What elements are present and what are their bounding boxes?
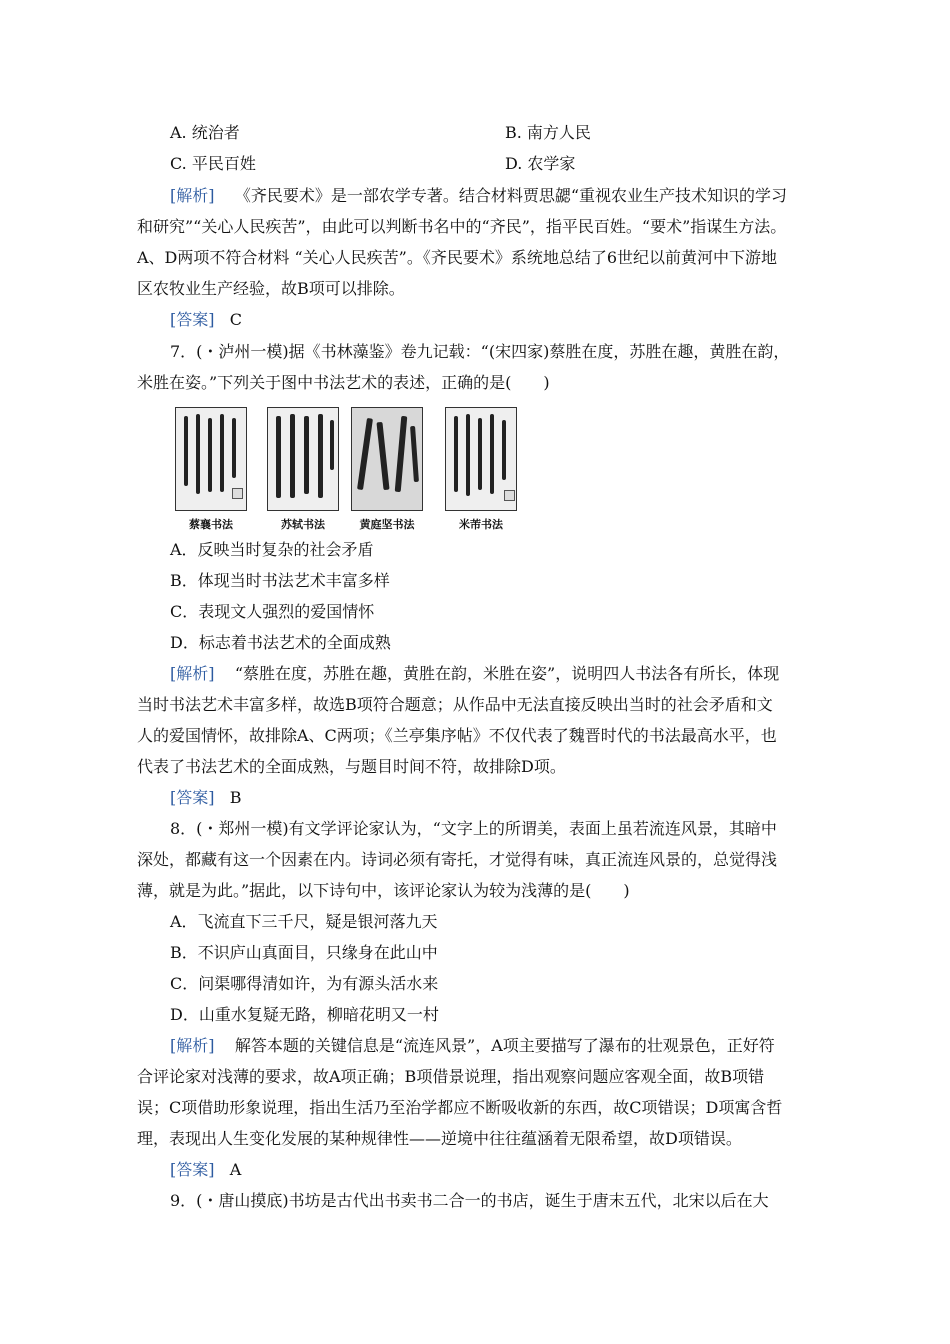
q8-stem-line-1: 8．(・郑州一模)有文学评论家认为，“文字上的所谓美，表面上虽若流连风景，其暗中 <box>170 819 777 838</box>
q8-answer-tag: [答案] <box>170 1160 215 1179</box>
q8-analysis-line-4: 理，表现出人生变化发展的某种规律性——逆境中往往蕴涵着无限希望，故D项错误。 <box>137 1129 742 1148</box>
q6-analysis-line-2: 和研究”“关心人民疾苦”，由此可以判断书名中的“齐民”，指平民百姓。“要术”指谋生方法。 <box>137 217 787 236</box>
q8-answer: A <box>229 1160 242 1179</box>
q6-analysis-line-4: 区农牧业生产经验，故B项可以排除。 <box>137 279 405 298</box>
calligraphy-image-su-shi <box>267 407 339 511</box>
q6-analysis-line-3: A、D两项不符合材料 “关心人民疾苦”。《齐民要术》系统地总结了6世纪以前黄河中下游地 <box>137 248 778 267</box>
q8-stem-line-2: 深处，都藏有这一个因素在内。诗词必须有寄托，才觉得有味，真正流连风景的，总觉得浅 <box>137 850 778 869</box>
q6-option-a: A. 统治者 <box>170 123 240 142</box>
figure-huang-tingjian <box>351 407 423 532</box>
calligraphy-figures <box>175 407 525 533</box>
q8-answer-line <box>170 1159 850 1181</box>
figure-su-shi <box>267 407 339 532</box>
q7-option-c: C．表现文人强烈的爱国情怀 <box>170 602 375 621</box>
q7-answer: B <box>229 788 242 807</box>
q6-answer-line <box>170 309 850 331</box>
q6-analysis-line-1 <box>170 185 850 207</box>
q7-analysis-text: “蔡胜在度，苏胜在趣，黄胜在韵，米胜在姿”，说明四人书法各有所长，体现 <box>234 664 780 683</box>
q8-analysis-line-1 <box>170 1035 850 1057</box>
figure-caption-mi-fu: 米芾书法 <box>459 518 503 531</box>
q8-option-b: B．不识庐山真面目，只缘身在此山中 <box>170 943 438 962</box>
q7-stem-line-1: 7．(・泸州一模)据《书林藻鉴》卷九记载：“(宋四家)蔡胜在度，苏胜在趣，黄胜在韵， <box>170 342 790 361</box>
q6-answer: C <box>229 310 243 329</box>
q7-option-a: A．反映当时复杂的社会矛盾 <box>170 540 374 559</box>
calligraphy-image-mi-fu <box>445 407 517 511</box>
q7-answer-line <box>170 787 850 809</box>
q7-analysis-tag: [解析] <box>170 664 215 683</box>
q6-answer-tag: [答案] <box>170 310 215 329</box>
figure-mi-fu <box>445 407 517 532</box>
calligraphy-image-cai-xiang <box>175 407 247 511</box>
q9-stem-line-1: 9．(・唐山摸底)书坊是古代出书卖书二合一的书店，诞生于唐末五代，北宋以后在大 <box>170 1191 769 1210</box>
q8-analysis-line-3: 误；C项借助形象说理，指出生活乃至治学都应不断吸收新的东西，故C项错误；D项寓含哲 <box>137 1098 783 1117</box>
q7-stem-line-2: 米胜在姿。”下列关于图中书法艺术的表述，正确的是( ) <box>137 373 550 392</box>
q8-option-d: D．山重水复疑无路，柳暗花明又一村 <box>170 1005 439 1024</box>
q8-analysis-text: 解答本题的关键信息是“流连风景”，A项主要描写了瀑布的壮观景色，正好符 <box>234 1036 775 1055</box>
q8-option-a: A．飞流直下三千尺，疑是银河落九天 <box>170 912 438 931</box>
q7-analysis-line-1 <box>170 663 850 685</box>
q6-option-d: D. 农学家 <box>505 154 576 173</box>
q8-stem-line-3: 薄，就是为此。”据此，以下诗句中，该评论家认为较为浅薄的是( ) <box>137 881 630 900</box>
q7-option-b: B．体现当时书法艺术丰富多样 <box>170 571 390 590</box>
figure-caption-huang-tingjian: 黄庭坚书法 <box>359 518 415 531</box>
q8-option-c: C．问渠哪得清如许，为有源头活水来 <box>170 974 439 993</box>
figure-caption-su-shi: 苏轼书法 <box>281 518 325 531</box>
q7-option-d: D．标志着书法艺术的全面成熟 <box>170 633 391 652</box>
q6-analysis-tag: [解析] <box>170 186 215 205</box>
q8-analysis-tag: [解析] <box>170 1036 215 1055</box>
figure-cai-xiang <box>175 407 247 532</box>
q7-analysis-line-3: 人的爱国情怀，故排除A、C两项；《兰亭集序帖》不仅代表了魏晋时代的书法最高水平，也 <box>137 726 777 745</box>
q6-option-c: C. 平民百姓 <box>170 154 256 173</box>
calligraphy-image-huang-tingjian <box>351 407 423 511</box>
q7-analysis-line-4: 代表了书法艺术的全面成熟，与题目时间不符，故排除D项。 <box>137 757 566 776</box>
q8-analysis-line-2: 合评论家对浅薄的要求，故A项正确；B项借景说理，指出观察问题应客观全面，故B项错 <box>137 1067 765 1086</box>
figure-caption-cai-xiang: 蔡襄书法 <box>189 518 233 531</box>
q6-option-b: B. 南方人民 <box>505 123 591 142</box>
q7-analysis-line-2: 当时书法艺术丰富多样，故选B项符合题意；从作品中无法直接反映出当时的社会矛盾和文 <box>137 695 773 714</box>
q7-answer-tag: [答案] <box>170 788 215 807</box>
q6-analysis-text: 《齐民要术》是一部农学专著。结合材料贾思勰“重视农业生产技术知识的学习 <box>234 186 788 205</box>
